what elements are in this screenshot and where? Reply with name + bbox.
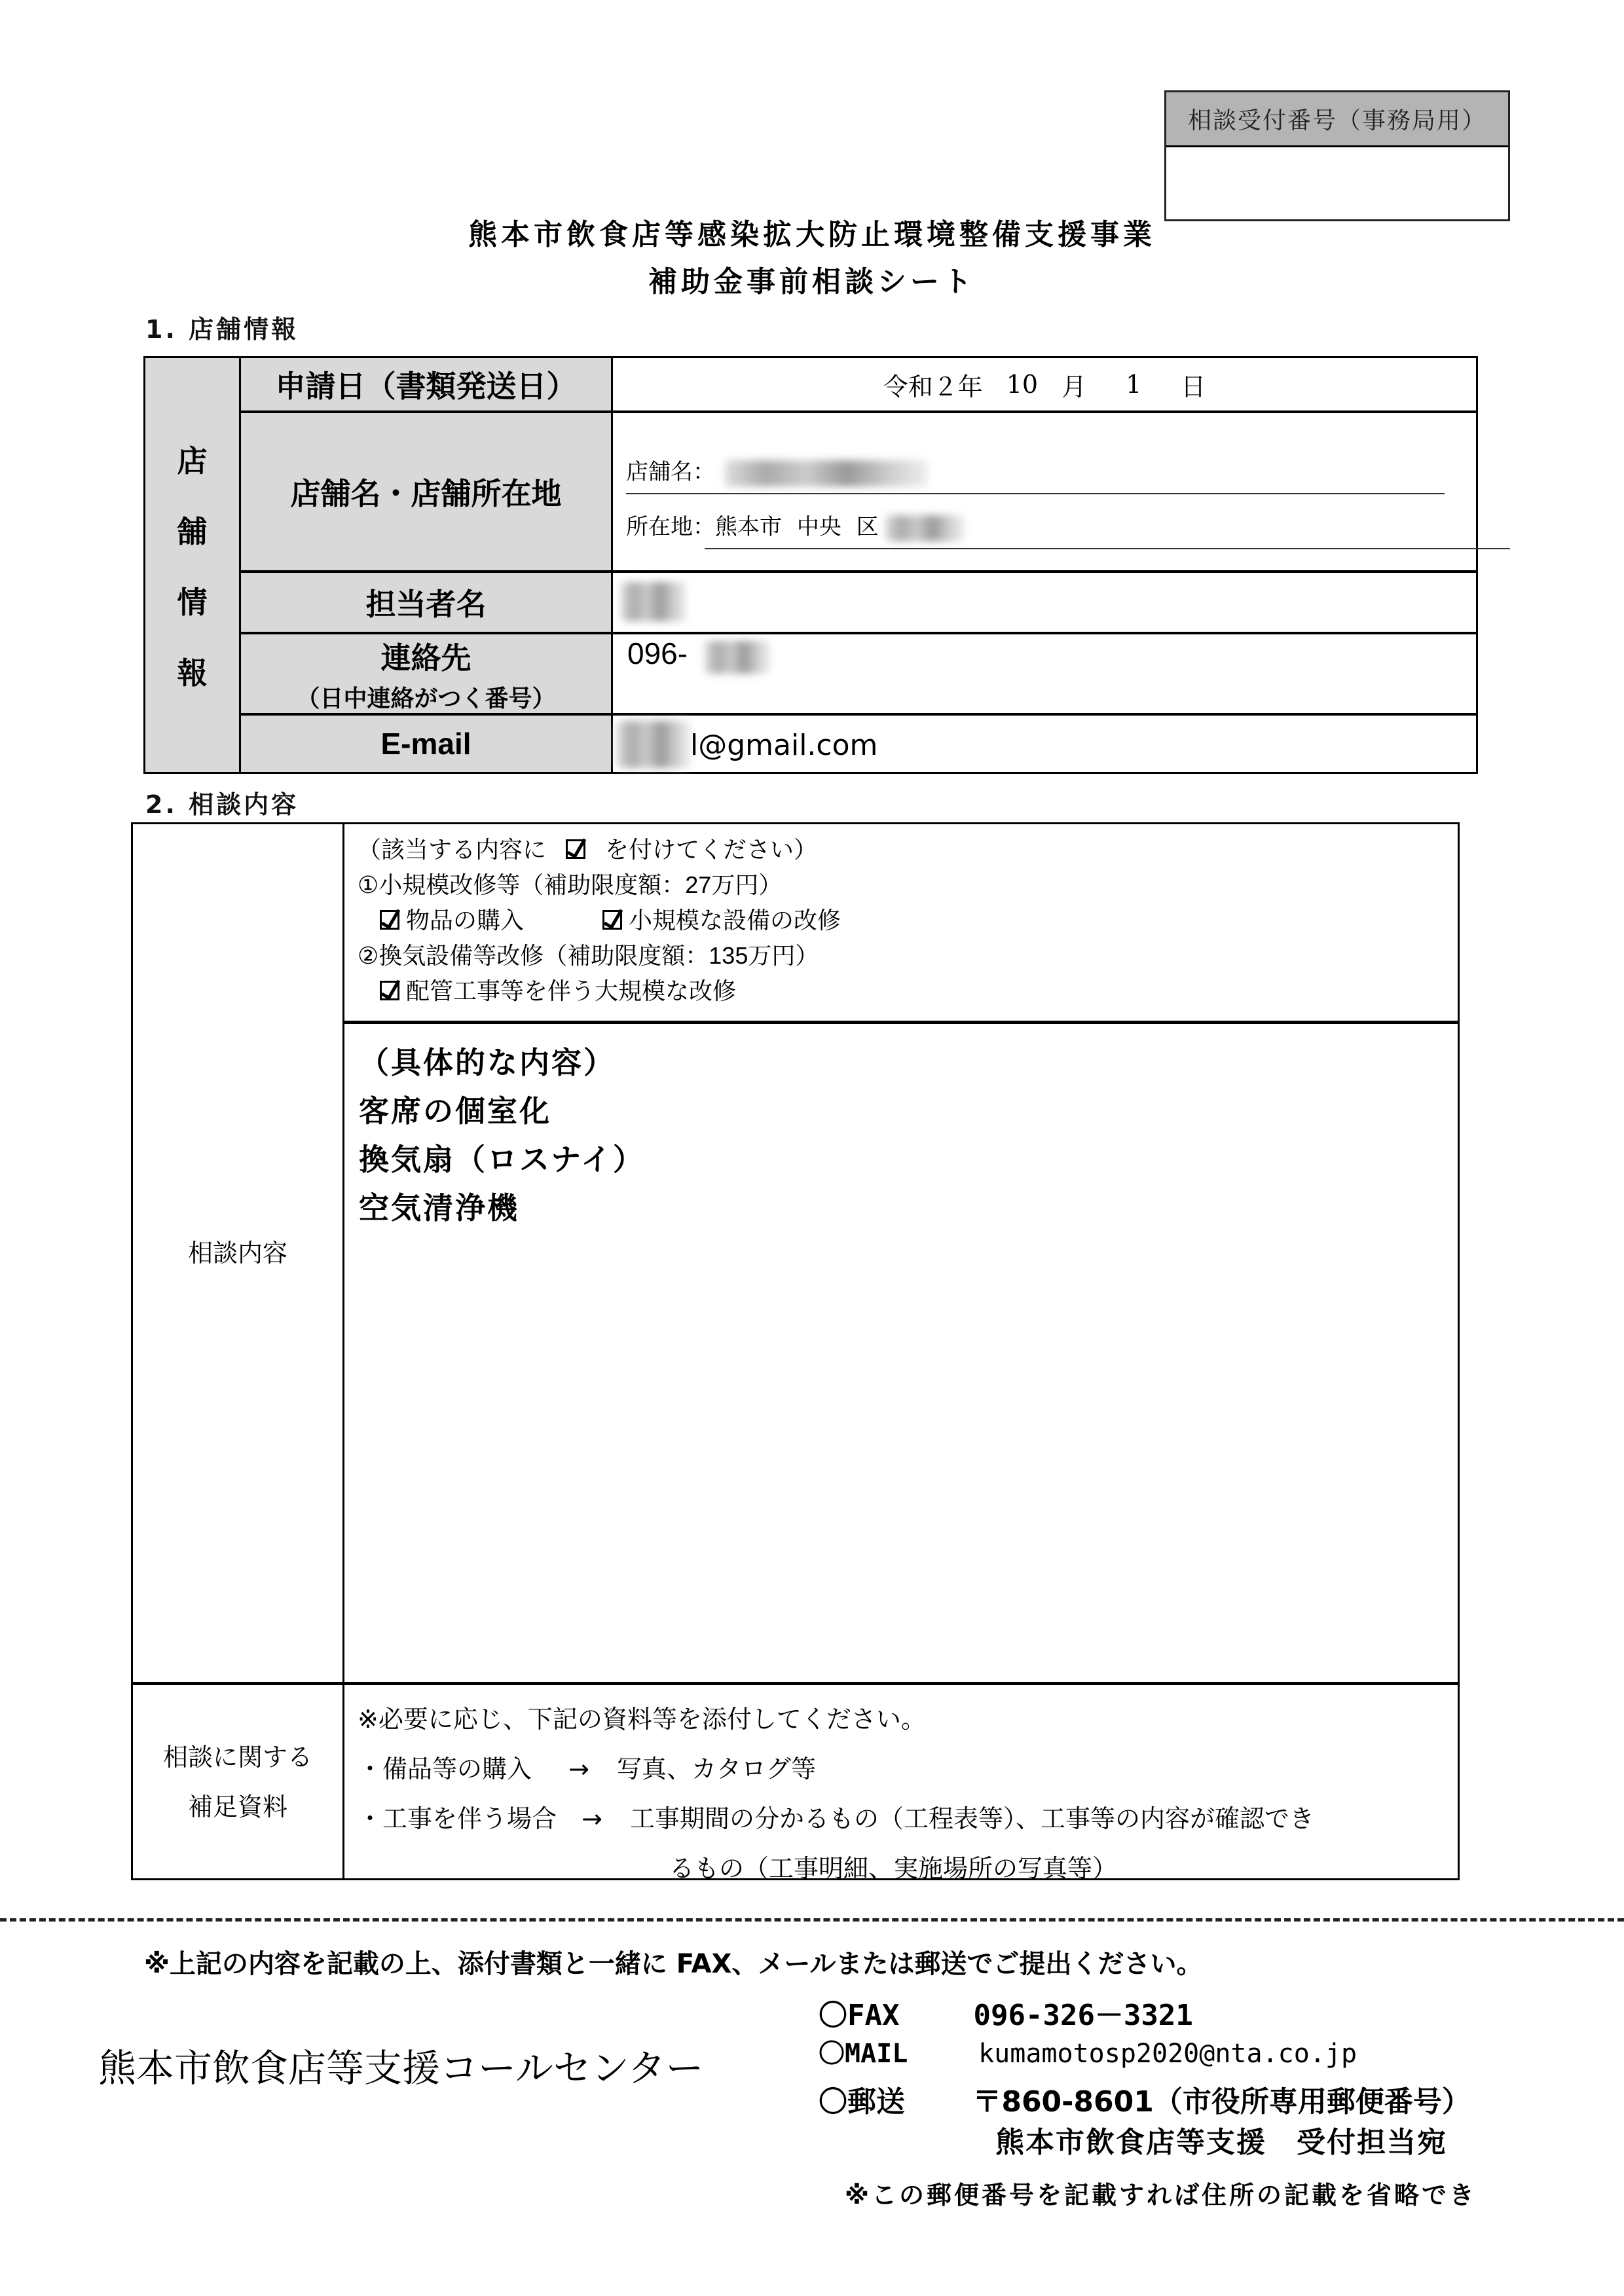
side-char: 店 — [177, 443, 208, 479]
row-application-date — [241, 358, 1476, 413]
consultation-table — [131, 822, 1460, 1883]
phone-redacted — [705, 641, 770, 674]
address-ward-unit: 区 — [856, 514, 879, 540]
store-info-side-label — [145, 358, 241, 772]
supplement-note: ※必要に応じ、下記の資料等を添付してください。 — [358, 1705, 926, 1734]
details-field[interactable] — [344, 1024, 1458, 1682]
phone-value: 096- — [627, 636, 688, 670]
date-day: 1 — [1126, 370, 1142, 399]
checklist-intro: （該当する内容に を付けてください） — [358, 836, 818, 863]
checkbox-item-purchase[interactable]: 物品の購入 — [380, 907, 524, 934]
phone-label: 連絡先 （日中連絡がつく番号） — [241, 634, 613, 713]
email-value: l@gmail.com — [690, 729, 878, 762]
details-line: 換気扇（ロスナイ） — [359, 1142, 645, 1177]
row-email — [241, 716, 1476, 772]
category2-items — [358, 974, 1445, 1009]
contact-person-label: 担当者名 — [241, 573, 613, 632]
mail-line — [819, 2035, 1471, 2073]
store-address-field[interactable] — [626, 509, 964, 541]
fax-label: 〇FAX — [819, 1999, 900, 2032]
checkbox-item-large-repair[interactable]: 配管工事等を伴う大規模な改修 — [380, 977, 736, 1004]
store-label: 店舗名・店舗所在地 — [241, 413, 613, 570]
post-label: 〇郵送 — [819, 2085, 905, 2119]
date-month-unit: 月 — [1061, 372, 1087, 401]
contact-person-field[interactable] — [613, 573, 1476, 632]
row-phone — [241, 634, 1476, 716]
details-line: 客席の個室化 — [359, 1093, 551, 1129]
checked-icon — [380, 910, 399, 930]
consult-label: 相談内容 — [187, 1239, 287, 1267]
email-label: E-mail — [241, 716, 613, 772]
supplement-cell — [344, 1685, 1458, 1883]
document-title: 熊本市飲食店等感染拡大防止環境整備支援事業 — [468, 218, 1156, 251]
supplement-label-cell — [133, 1685, 344, 1878]
email-redacted — [617, 721, 690, 768]
side-char: 情 — [177, 585, 208, 620]
section2-heading: 2. 相談内容 — [145, 790, 299, 819]
mail-address[interactable]: kumamotosp2020@nta.co.jp — [978, 2039, 1357, 2069]
office-use-label: 相談受付番号（事務局用） — [1166, 92, 1508, 147]
store-name-label: 店舗名： — [626, 459, 715, 485]
supplement-label: 相談に関する — [162, 1742, 312, 1772]
supplement-item-construction-cont: るもの（工事明細、実施場所の写真等） — [669, 1854, 1118, 1883]
post-line — [819, 2083, 1471, 2121]
side-char: 舗 — [177, 514, 208, 549]
section1-heading: 1. 店舗情報 — [145, 315, 299, 344]
address-redacted — [885, 515, 964, 541]
fax-line — [819, 1997, 1471, 2035]
date-month: 10 — [1006, 370, 1039, 399]
category2-label: ②換気設備等改修（補助限度額：135万円） — [358, 942, 819, 969]
address-underline — [705, 548, 1510, 549]
row-contact-person — [241, 573, 1476, 634]
contact-block — [819, 1997, 1471, 2121]
mail-label: 〇MAIL — [819, 2039, 908, 2069]
checkbox-item-small-repair[interactable]: 小規模な設備の改修 — [602, 907, 841, 934]
document-subtitle: 補助金事前相談シート — [648, 265, 976, 299]
date-era: 令和２年 — [883, 372, 983, 401]
checked-icon — [602, 910, 622, 930]
address-label: 所在地：熊本市 — [626, 514, 782, 540]
row-store — [241, 413, 1476, 573]
checked-icon — [380, 981, 399, 1000]
submission-instruction: ※上記の内容を記載の上、添付書類と一緒に FAX、メールまたは郵送でご提出ください。 — [144, 1949, 1203, 1979]
post-note: ※この郵便番号を記載すれば住所の記載を省略でき — [845, 2181, 1477, 2210]
supplement-item-purchase: ・備品等の購入 → 写真、カタログ等 — [358, 1755, 817, 1783]
category1-label: ①小規模改修等（補助限度額：27万円） — [358, 871, 783, 898]
supplement-label: 補足資料 — [187, 1792, 287, 1821]
postal-code: 〒860-8601（市役所専用郵便番号） — [972, 2085, 1471, 2119]
category1-items — [358, 903, 1445, 938]
phone-field[interactable] — [613, 634, 1476, 713]
consult-label-cell — [133, 824, 344, 1682]
reception-number-field[interactable] — [1166, 147, 1508, 219]
email-field[interactable] — [613, 716, 1476, 772]
side-char: 報 — [177, 655, 208, 691]
office-use-box — [1164, 90, 1510, 221]
store-info-table — [143, 356, 1478, 774]
store-name-field[interactable] — [626, 454, 1445, 494]
post-addressee: 熊本市飲食店等支援 受付担当宛 — [995, 2126, 1447, 2159]
details-line: 空気清浄機 — [359, 1190, 519, 1226]
checkbox-example-icon — [566, 839, 585, 859]
call-center-name: 熊本市飲食店等支援コールセンター — [98, 2046, 704, 2090]
phone-sublabel: （日中連絡がつく番号） — [296, 685, 556, 712]
fax-number[interactable]: 096-326－3321 — [973, 1999, 1193, 2032]
details-heading: （具体的な内容） — [359, 1045, 616, 1080]
contact-person-redacted — [621, 582, 686, 621]
store-name-redacted — [725, 460, 928, 486]
application-date-field[interactable] — [613, 358, 1476, 410]
checklist-cell — [344, 824, 1458, 1021]
address-ward: 中央 — [796, 514, 841, 540]
store-fields — [613, 413, 1476, 570]
date-day-unit: 日 — [1181, 372, 1206, 401]
supplement-item-construction: ・工事を伴う場合 → 工事期間の分かるもの（工程表等）、工事等の内容が確認でき — [358, 1804, 1315, 1833]
cut-line — [0, 1918, 1624, 1922]
application-date-label: 申請日（書類発送日） — [241, 358, 613, 410]
